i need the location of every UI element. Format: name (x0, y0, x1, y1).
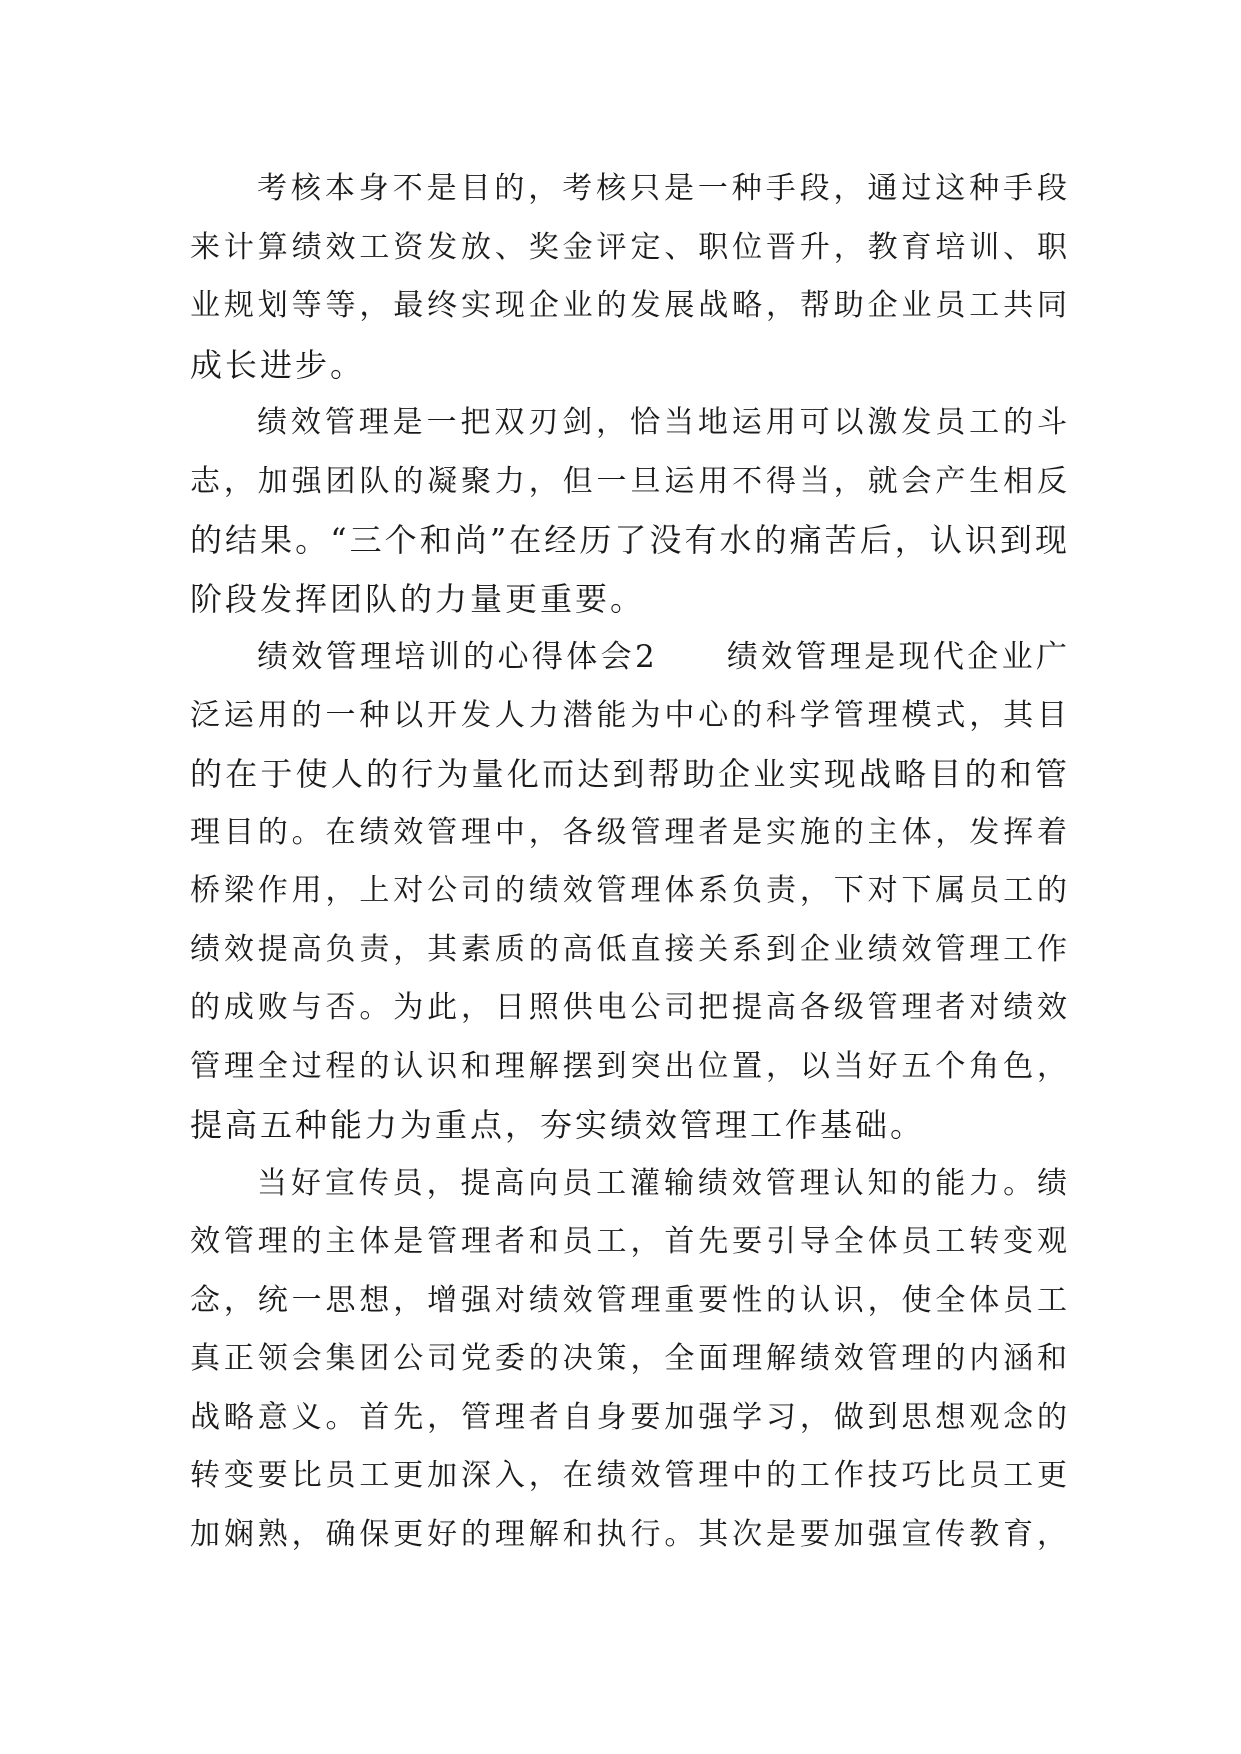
text-line: 业规划等等，最终实现企业的发展战略，帮助企业员工共同 (190, 288, 1070, 323)
text-line: 战略意义。首先，管理者自身要加强学习，做到思想观念的 (190, 1399, 1070, 1435)
text-line: 桥梁作用，上对公司的绩效管理体系负责，下对下属员工的 (190, 873, 1070, 908)
text-line: 理目的。在绩效管理中，各级管理者是实施的主体，发挥着 (190, 814, 1070, 850)
text-line: 阶段发挥团队的力量更重要。 (190, 579, 646, 618)
document-body (190, 160, 1070, 1564)
text-line: 绩效管理培训的心得体会2 绩效管理是现代企业广 (257, 639, 1070, 675)
text-line: 管理全过程的认识和理解摆到突出位置，以当好五个角色， (190, 1048, 1070, 1084)
text-line: 念，统一思想，增强对绩效管理重要性的认识，使全体员工 (190, 1282, 1070, 1318)
text-line: 来计算绩效工资发放、奖金评定、职位晋升，教育培训、职 (190, 229, 1070, 265)
text-line: 提高五种能力为重点，夯实绩效管理工作基础。 (190, 1106, 926, 1144)
text-line: 泛运用的一种以开发人力潜能为中心的科学管理模式，其目 (190, 697, 1070, 733)
text-line: 的成败与否。为此，日照供电公司把提高各级管理者对绩效 (190, 990, 1070, 1025)
text-line: 绩效管理是一把双刃剑，恰当地运用可以激发员工的斗 (257, 405, 1070, 440)
text-line: 的结果。“三个和尚”在经历了没有水的痛苦后，认识到现 (190, 521, 1070, 559)
text-line: 绩效提高负责，其素质的高低直接关系到企业绩效管理工作 (190, 931, 1070, 967)
text-line: 效管理的主体是管理者和员工，首先要引导全体员工转变观 (190, 1224, 1070, 1259)
text-line: 的在于使人的行为量化而达到帮助企业实现战略目的和管 (190, 755, 1070, 793)
text-line: 加娴熟，确保更好的理解和执行。其次是要加强宣传教育， (190, 1516, 1070, 1552)
text-line: 考核本身不是目的，考核只是一种手段，通过这种手段 (257, 171, 1070, 206)
text-line: 志，加强团队的凝聚力，但一旦运用不得当，就会产生相反 (190, 463, 1070, 499)
text-line: 当好宣传员，提高向员工灌输绩效管理认知的能力。绩 (257, 1165, 1070, 1201)
text-line: 成长进步。 (190, 345, 366, 384)
text-line: 转变要比员工更加深入，在绩效管理中的工作技巧比员工更 (190, 1458, 1070, 1493)
text-line: 真正领会集团公司党委的决策，全面理解绩效管理的内涵和 (190, 1341, 1070, 1376)
